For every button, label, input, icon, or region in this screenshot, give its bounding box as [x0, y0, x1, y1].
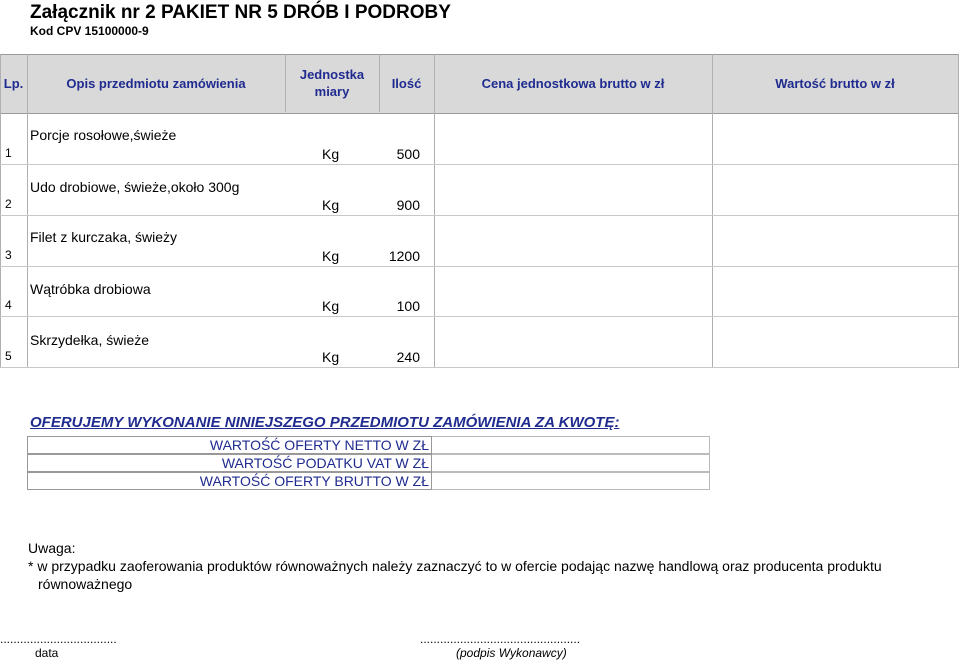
row-4-ilosc: 100	[396, 298, 420, 314]
offer-title: OFERUJEMY WYKONANIE NINIEJSZEGO PRZEDMIOTU ZAMÓWIENIA ZA KWOTĘ:	[30, 414, 620, 431]
row-5-lp: 5	[5, 349, 12, 363]
date-label: data	[35, 646, 59, 660]
row-4-lp: 4	[5, 298, 12, 312]
row-2-ilosc: 900	[396, 197, 420, 213]
cpv-code: Kod CPV 15100000-9	[30, 24, 149, 38]
offer-brutto-label: WARTOŚĆ OFERTY BRUTTO W ZŁ	[199, 473, 429, 489]
grid-line	[712, 54, 713, 368]
row-1-jednostka: Kg	[322, 146, 340, 162]
row-1-ilosc: 500	[396, 146, 420, 162]
offer-brutto-label-cell	[27, 472, 432, 490]
row-separator	[0, 164, 958, 165]
row-separator	[0, 367, 958, 368]
note-line-1: * w przypadku zaoferowania produktów równoważnych należy zaznaczyć to w ofercie podając nazwę handlową oraz producenta produktu	[28, 558, 882, 574]
row-3-jednostka: Kg	[322, 248, 340, 264]
note-line-2: równoważnego	[38, 576, 133, 592]
row-separator	[0, 215, 958, 216]
grid-line	[0, 54, 1, 368]
grid-line	[27, 54, 28, 368]
offer-vat-label-cell	[27, 454, 432, 472]
row-5-jednostka: Kg	[322, 349, 340, 365]
header-lp: Lp.	[3, 75, 24, 91]
row-2-lp: 2	[5, 197, 12, 211]
row-2-jednostka: Kg	[322, 197, 340, 213]
date-dots: ...................................	[0, 632, 117, 646]
header-ilosc: Ilość	[391, 75, 422, 91]
header-cena: Cena jednostkowa brutto w zł	[481, 75, 665, 91]
offer-vat-value-field[interactable]	[432, 454, 710, 472]
row-1-lp: 1	[5, 146, 12, 160]
header-wartosc: Wartość brutto w zł	[775, 75, 895, 91]
header-jednostka-line1: Jednostka	[299, 67, 365, 82]
offer-netto-label-cell	[27, 436, 432, 454]
row-separator	[0, 266, 958, 267]
offer-netto-value-field[interactable]	[432, 436, 710, 454]
offer-netto-label: WARTOŚĆ OFERTY NETTO W ZŁ	[209, 437, 429, 453]
grid-line	[434, 54, 435, 368]
signature-label: (podpis Wykonawcy)	[456, 646, 567, 660]
offer-vat-label: WARTOŚĆ PODATKU VAT W ZŁ	[221, 455, 429, 471]
row-3-opis: Filet z kurczaka, świeży	[30, 229, 178, 245]
row-2-opis: Udo drobiowe, świeże,około 300g	[30, 179, 240, 195]
header-jednostka-line2: miary	[314, 84, 350, 99]
offer-brutto-value-field[interactable]	[432, 472, 710, 490]
row-5-ilosc: 240	[396, 349, 420, 365]
grid-line	[958, 54, 959, 368]
row-separator	[0, 316, 958, 317]
row-3-ilosc: 1200	[388, 248, 420, 264]
row-1-opis: Porcje rosołowe,świeże	[30, 127, 177, 143]
grid-line	[379, 54, 380, 112]
document-title: Załącznik nr 2 PAKIET NR 5 DRÓB I PODROBY	[30, 2, 451, 23]
grid-line	[285, 54, 286, 112]
row-5-opis: Skrzydełka, świeże	[30, 332, 150, 348]
header-jednostka	[285, 54, 379, 112]
signature-dots: ................................................	[420, 632, 581, 646]
row-3-lp: 3	[5, 248, 12, 262]
note-label: Uwaga:	[28, 540, 76, 556]
row-4-opis: Wątróbka drobiowa	[30, 281, 151, 297]
row-4-jednostka: Kg	[322, 298, 340, 314]
header-opis: Opis przedmiotu zamówienia	[66, 75, 246, 91]
